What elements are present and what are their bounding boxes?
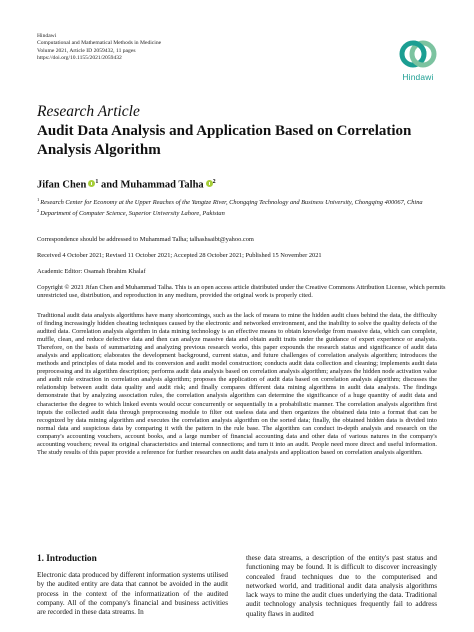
journal-meta — [37, 33, 161, 63]
affiliation-item — [37, 196, 447, 207]
affiliations — [37, 196, 447, 219]
affiliation-text: Research Center for Economy at the Upper Reaches of the Yangtze River, Chongqing Technology and Business University, Chongqing 400067, China — [40, 199, 423, 207]
hindawi-logo — [395, 37, 441, 82]
abstract: Traditional audit data analysis algorithms have many shortcomings, such as the lack of means to mine the hidden audit clues behind the data, the difficulty of finding increasingly hidden cheating techniques caused by the electronic and networked environment, and the inability to solve the quality defects of the audited data. Correlation analysis algorithm in data mining technology is an effective means to obtain knowledge from massive data, which can complete, muffle, clean, and reduce defective data and then can analyze massive data and obtain audit traits under the guidance of expert experience or analysts. Therefore, on the basis of summarizing and analyzing previous research works, this paper expounds the research status and significance of audit data analysis and application; elaborates the development background, current status, and future challenges of correlation analysis algorithm; introduces the methods and principles of data model and its conversion and audit model construction; conducts audit data collection and cleaning; implements audit data preprocessing and its algorithm description; performs audit data analysis based on correlation analysis algorithm; analyzes the hidden node activation value and audit rule extraction in correlation analysis algorithm; proposes the application of audit data based on correlation analysis algorithm; discusses the relationship between audit data quality and audit risk; and finally compares different data mining algorithms in audit data analysis. The findings demonstrate that by analyzing association rules, the correlation analysis algorithm can determine the significance of a huge quantity of audit data and characterise the degree to which linked events would occur concurrently or sequentially in a probabilistic manner. The correlation analysis algorithm first inputs the collected audit data through preprocessing module to filter out useless data and then organizes the obtained data into a format that can be recognized by data mining algorithm and executes the correlation analysis algorithm on the sorted data; finally, the obtained hidden data is divided into normal data and suspicious data by comparing it with the pattern in the rule base. The algorithm can conduct in-depth analysis and research on the company's accounting vouchers, account books, and a large number of financial accounting data and other data of various natures in the company's accounting vouchers; reveal its original characteristics and internal connections; and turn it into an audit. People need more direct and useful information. The study results of this paper provide a reference for further researches on audit data analysis and application based on correlation analysis algorithm. — [37, 312, 437, 456]
author-joiner: and — [100, 179, 118, 191]
volume-line: Volume 2021, Article ID 2059432, 11 pages — [37, 47, 136, 54]
author-list — [37, 179, 216, 191]
orcid-icon[interactable] — [88, 180, 95, 187]
copyright-notice: Copyright © 2021 Jifan Chen and Muhammad Talha. This is an open access article distributed under the Creative Commons Attribution License, which permits unrestricted use, distribution, and reproduction in any medium, provided the original work is properly cited. — [37, 284, 446, 300]
doi-link[interactable]: https://doi.org/10.1155/2021/2059432 — [37, 55, 122, 62]
affiliation-text: Department of Computer Science, Superior University Lahore, Pakistan — [40, 210, 225, 218]
affiliation-number: 2 — [37, 208, 40, 214]
affiliation-number: 1 — [37, 197, 40, 202]
author-name[interactable]: Muhammad Talha — [120, 179, 204, 191]
section-heading: 1. Introduction — [37, 554, 97, 564]
orcid-icon[interactable] — [206, 180, 213, 187]
journal-name: Computational and Mathematical Methods in Medicine — [37, 40, 162, 47]
correspondence: Correspondence should be addressed to Muhammad Talha; talhashsaibt@yahoo.com — [37, 236, 254, 243]
logo-text: Hindawi — [402, 72, 434, 82]
article-type: Research Article — [37, 103, 140, 120]
article-dates: Received 4 October 2021; Revised 11 October 2021; Accepted 28 October 2021; Published 15 November 2021 — [37, 252, 322, 259]
body-column-left: Electronic data produced by different information systems utilised by the audited entity are data that cannot be avoided in the audit process in the context of the informatization of the audited company. All of the company's financial and business activities are recorded in these data streams. In — [37, 571, 228, 617]
affiliation-item — [37, 207, 447, 218]
hindawi-rings-logo-icon — [398, 37, 438, 71]
author-affiliation-mark: 1 — [95, 179, 99, 185]
publisher-name: Hindawi — [37, 33, 57, 39]
article-title: Audit Data Analysis and Application Based on Correlation Analysis Algorithm — [37, 123, 412, 158]
author-affiliation-mark: 2 — [212, 179, 216, 185]
author-name[interactable]: Jifan Chen — [37, 179, 87, 191]
academic-editor: Academic Editor: Osamah Ibrahim Khalaf — [37, 268, 146, 275]
body-column-right: these data streams, a description of the entity's past status and functioning may be found. It is difficult to discover increasingly concealed fraud techniques due to the computerised and networked world, and traditional audit data analysis algorithms lack ways to mine the audit clues underlying the data. Traditional audit technology analysis techniques frequently fail to address quality flaws in audited — [246, 554, 437, 618]
